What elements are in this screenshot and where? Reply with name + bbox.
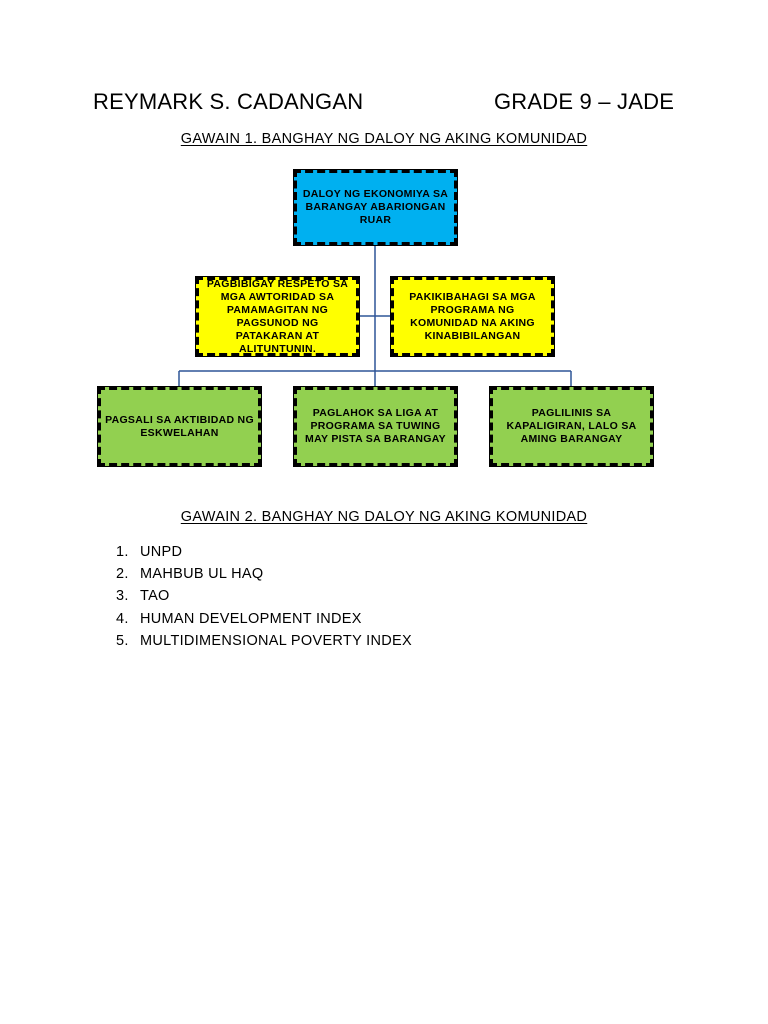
list-item — [116, 585, 412, 607]
box-bottom-center — [293, 386, 458, 467]
list-item-text: TAO — [140, 588, 170, 605]
list-item — [116, 608, 412, 630]
box-bottom-left — [97, 386, 262, 467]
list-item-text: HUMAN DEVELOPMENT INDEX — [140, 610, 362, 627]
student-name: REYMARK S. CADANGAN — [93, 89, 364, 114]
list-item — [116, 563, 412, 585]
box-bottom-left-label: PAGSALI SA AKTIBIDAD NG ESKWELAHAN — [105, 413, 254, 439]
answer-list — [116, 541, 412, 652]
list-item-text: MAHBUB UL HAQ — [140, 566, 264, 583]
list-item — [116, 541, 412, 563]
list-item-number: 3. — [116, 588, 129, 605]
box-top-label: DALOY NG EKONOMIYA SA BARANGAY ABARIONGAN RUAR — [302, 188, 449, 226]
box-middle-right-label: PAKIKIBAHAGI SA MGA PROGRAMA NG KOMUNIDAD NA AKING KINABIBILANGAN — [409, 290, 536, 342]
list-item-number: 2. — [116, 566, 129, 583]
box-middle-left-label: PAGBIBIGAY RESPETO SA MGA AWTORIDAD SA PAMAMAGITAN NG PAGSUNOD NG PATAKARAN AT ALITUNTUNIN. — [206, 277, 349, 355]
grade-section: GRADE 9 – JADE — [494, 89, 675, 114]
list-item — [116, 630, 412, 652]
list-item-number: 5. — [116, 632, 129, 649]
list-item-text: MULTIDIMENSIONAL POVERTY INDEX — [140, 632, 412, 649]
gawain1-title: GAWAIN 1. BANGHAY NG DALOY NG AKING KOMUNIDAD — [180, 131, 588, 147]
gawain2-title: GAWAIN 2. BANGHAY NG DALOY NG AKING KOMUNIDAD — [180, 509, 588, 525]
box-bottom-right-label: PAGLILINIS SA KAPALIGIRAN, LALO SA AMING BARANGAY — [506, 407, 637, 445]
box-middle-left — [195, 276, 360, 357]
box-top-economy — [293, 169, 458, 246]
list-item-number: 1. — [116, 544, 129, 560]
box-bottom-center-label: PAGLAHOK SA LIGA AT PROGRAMA SA TUWING MAY PISTA SA BARANGAY — [305, 407, 446, 445]
list-item-text: UNPD — [140, 544, 183, 560]
box-bottom-right — [489, 386, 654, 467]
list-item-number: 4. — [116, 610, 129, 627]
box-middle-right — [390, 276, 555, 357]
